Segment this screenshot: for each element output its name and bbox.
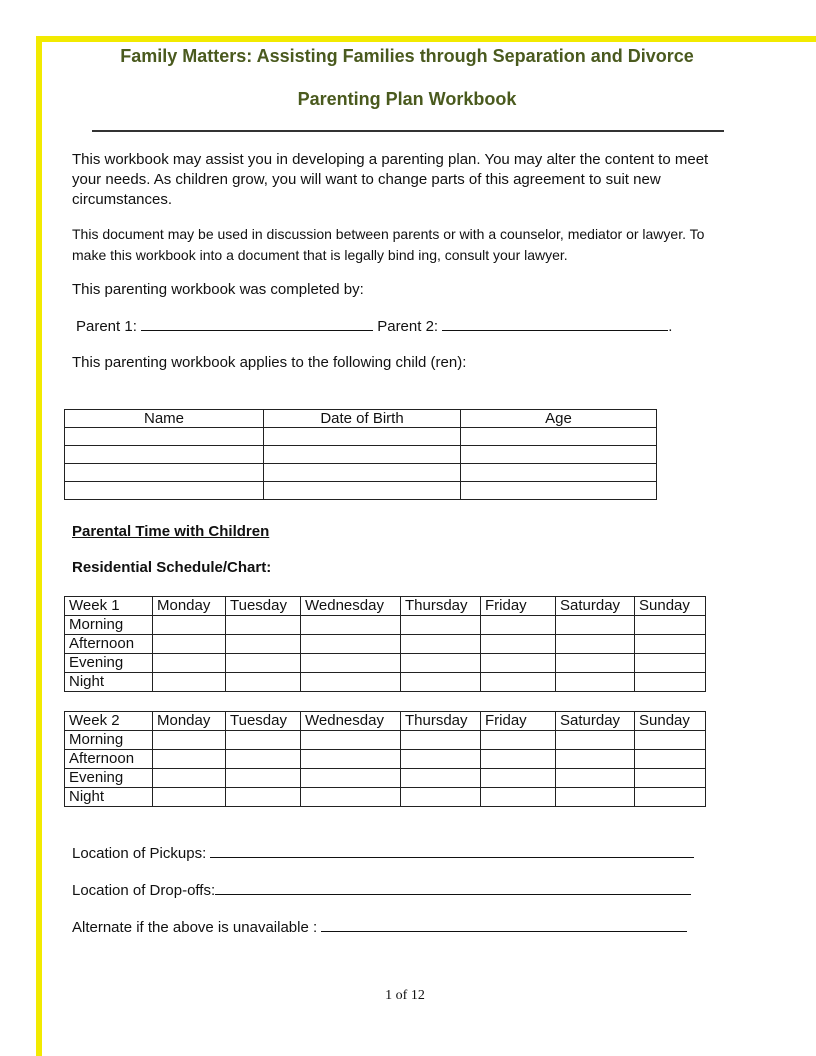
day-header: Monday: [153, 597, 226, 616]
completed-by-label: This parenting workbook was completed by:: [72, 281, 364, 298]
dob-header: Date of Birth: [264, 410, 461, 428]
title-divider: [92, 130, 724, 132]
schedule-cell[interactable]: [226, 635, 301, 654]
day-header: Saturday: [556, 712, 635, 731]
age-header: Age: [461, 410, 657, 428]
period-label: Morning: [65, 616, 153, 635]
week2-header-row: [65, 712, 706, 731]
schedule-cell[interactable]: [226, 750, 301, 769]
schedule-cell[interactable]: [635, 654, 706, 673]
schedule-cell[interactable]: [481, 654, 556, 673]
schedule-cell[interactable]: [226, 731, 301, 750]
schedule-cell[interactable]: [481, 635, 556, 654]
schedule-cell[interactable]: [481, 673, 556, 692]
schedule-cell[interactable]: [153, 673, 226, 692]
child-dob-cell[interactable]: [264, 482, 461, 500]
child-name-cell[interactable]: [65, 482, 264, 500]
schedule-cell[interactable]: [401, 788, 481, 807]
schedule-cell[interactable]: [153, 750, 226, 769]
table-row: [65, 654, 706, 673]
schedule-cell[interactable]: [301, 769, 401, 788]
pickup-location-label: Location of Pickups:: [72, 845, 207, 862]
schedule-cell[interactable]: [635, 635, 706, 654]
schedule-cell[interactable]: [556, 635, 635, 654]
day-header: Thursday: [401, 597, 481, 616]
pickup-location-field[interactable]: [210, 843, 694, 858]
period-label: Afternoon: [65, 750, 153, 769]
table-row: [65, 464, 657, 482]
schedule-cell[interactable]: [401, 654, 481, 673]
schedule-cell[interactable]: [635, 731, 706, 750]
alternate-location-line: [72, 917, 687, 936]
child-age-cell[interactable]: [461, 464, 657, 482]
intro-paragraph: This workbook may assist you in developing a parenting plan. You may alter the content to meet your needs. As children grow, you will want to change parts of this agreement to suit new circumstances.: [72, 151, 709, 208]
period-label: Evening: [65, 769, 153, 788]
schedule-cell[interactable]: [635, 788, 706, 807]
day-header: Monday: [153, 712, 226, 731]
name-header: Name: [65, 410, 264, 428]
schedule-cell[interactable]: [301, 616, 401, 635]
child-age-cell[interactable]: [461, 482, 657, 500]
schedule-cell[interactable]: [556, 673, 635, 692]
day-header: Friday: [481, 712, 556, 731]
schedule-cell[interactable]: [153, 731, 226, 750]
schedule-cell[interactable]: [401, 673, 481, 692]
week2-label: Week 2: [65, 712, 153, 731]
period-label: Morning: [65, 731, 153, 750]
table-header-row: [65, 410, 657, 428]
period-label: Afternoon: [65, 635, 153, 654]
parents-line: [76, 316, 672, 335]
pickup-location-line: [72, 843, 694, 862]
page-border-top: [36, 36, 816, 42]
schedule-cell[interactable]: [301, 673, 401, 692]
dropoff-location-field[interactable]: [215, 880, 691, 895]
parental-time-heading: Parental Time with Children: [72, 523, 270, 540]
schedule-cell[interactable]: [226, 654, 301, 673]
applies-to-label: This parenting workbook applies to the following child (ren):: [72, 354, 467, 371]
document-title: Family Matters: Assisting Families through Separation and Divorce: [120, 46, 694, 66]
child-dob-cell[interactable]: [264, 464, 461, 482]
week1-header-row: [65, 597, 706, 616]
children-table: [64, 409, 657, 500]
child-name-cell[interactable]: [65, 446, 264, 464]
child-age-cell[interactable]: [461, 446, 657, 464]
schedule-cell[interactable]: [401, 769, 481, 788]
schedule-cell[interactable]: [301, 654, 401, 673]
schedule-cell[interactable]: [226, 788, 301, 807]
table-row: [65, 731, 706, 750]
schedule-cell[interactable]: [481, 788, 556, 807]
schedule-cell[interactable]: [635, 616, 706, 635]
child-age-cell[interactable]: [461, 428, 657, 446]
schedule-cell[interactable]: [401, 616, 481, 635]
schedule-cell[interactable]: [226, 673, 301, 692]
child-dob-cell[interactable]: [264, 428, 461, 446]
schedule-cell[interactable]: [153, 769, 226, 788]
schedule-cell[interactable]: [635, 769, 706, 788]
dropoff-location-label: Location of Drop-offs:: [72, 882, 216, 899]
schedule-cell[interactable]: [481, 731, 556, 750]
period-label: Evening: [65, 654, 153, 673]
schedule-cell[interactable]: [556, 769, 635, 788]
schedule-cell[interactable]: [556, 750, 635, 769]
schedule-cell[interactable]: [481, 769, 556, 788]
table-row: [65, 673, 706, 692]
schedule-cell[interactable]: [401, 635, 481, 654]
schedule-cell[interactable]: [481, 750, 556, 769]
schedule-cell[interactable]: [153, 635, 226, 654]
schedule-cell[interactable]: [226, 616, 301, 635]
schedule-cell[interactable]: [301, 731, 401, 750]
day-header: Wednesday: [301, 712, 401, 731]
table-row: [65, 428, 657, 446]
child-name-cell[interactable]: [65, 464, 264, 482]
schedule-cell[interactable]: [556, 616, 635, 635]
parent1-label: Parent 1:: [76, 318, 137, 335]
alternate-location-label: Alternate if the above is unavailable :: [72, 919, 318, 936]
alternate-location-field[interactable]: [321, 917, 687, 932]
schedule-cell[interactable]: [153, 616, 226, 635]
schedule-cell[interactable]: [401, 731, 481, 750]
week1-schedule-table: [64, 596, 706, 692]
schedule-cell[interactable]: [301, 635, 401, 654]
table-row: [65, 482, 657, 500]
schedule-cell[interactable]: [556, 654, 635, 673]
parent2-field[interactable]: [442, 316, 668, 331]
schedule-cell[interactable]: [153, 788, 226, 807]
week2-schedule-table: [64, 711, 706, 807]
legal-paragraph: This document may be used in discussion between parents or with a counselor, mediator or lawyer. To make this workbook into a document that is legally bind ing, consult your lawyer.: [72, 226, 705, 263]
schedule-cell[interactable]: [481, 616, 556, 635]
day-header: Thursday: [401, 712, 481, 731]
table-row: [65, 616, 706, 635]
schedule-cell[interactable]: [556, 788, 635, 807]
dropoff-location-line: [72, 880, 691, 899]
schedule-cell[interactable]: [301, 788, 401, 807]
page-number: 1 of 12: [385, 988, 425, 1003]
table-row: [65, 788, 706, 807]
week1-label: Week 1: [65, 597, 153, 616]
period-label: Night: [65, 673, 153, 692]
child-dob-cell[interactable]: [264, 446, 461, 464]
parent1-field[interactable]: [141, 316, 373, 331]
day-header: Saturday: [556, 597, 635, 616]
document-subtitle: Parenting Plan Workbook: [297, 89, 517, 109]
page-border-left: [36, 36, 42, 1056]
schedule-cell[interactable]: [153, 654, 226, 673]
day-header: Sunday: [635, 597, 706, 616]
schedule-cell[interactable]: [635, 750, 706, 769]
table-row: [65, 750, 706, 769]
table-row: [65, 446, 657, 464]
day-header: Wednesday: [301, 597, 401, 616]
schedule-cell[interactable]: [556, 731, 635, 750]
parents-period: .: [668, 318, 673, 335]
day-header: Sunday: [635, 712, 706, 731]
child-name-cell[interactable]: [65, 428, 264, 446]
table-row: [65, 769, 706, 788]
schedule-cell[interactable]: [401, 750, 481, 769]
parent2-label: Parent 2:: [377, 318, 439, 335]
period-label: Night: [65, 788, 153, 807]
schedule-cell[interactable]: [226, 769, 301, 788]
day-header: Friday: [481, 597, 556, 616]
day-header: Tuesday: [226, 597, 301, 616]
schedule-cell[interactable]: [301, 750, 401, 769]
table-row: [65, 635, 706, 654]
day-header: Tuesday: [226, 712, 301, 731]
schedule-heading: Residential Schedule/Chart:: [72, 559, 272, 576]
schedule-cell[interactable]: [635, 673, 706, 692]
